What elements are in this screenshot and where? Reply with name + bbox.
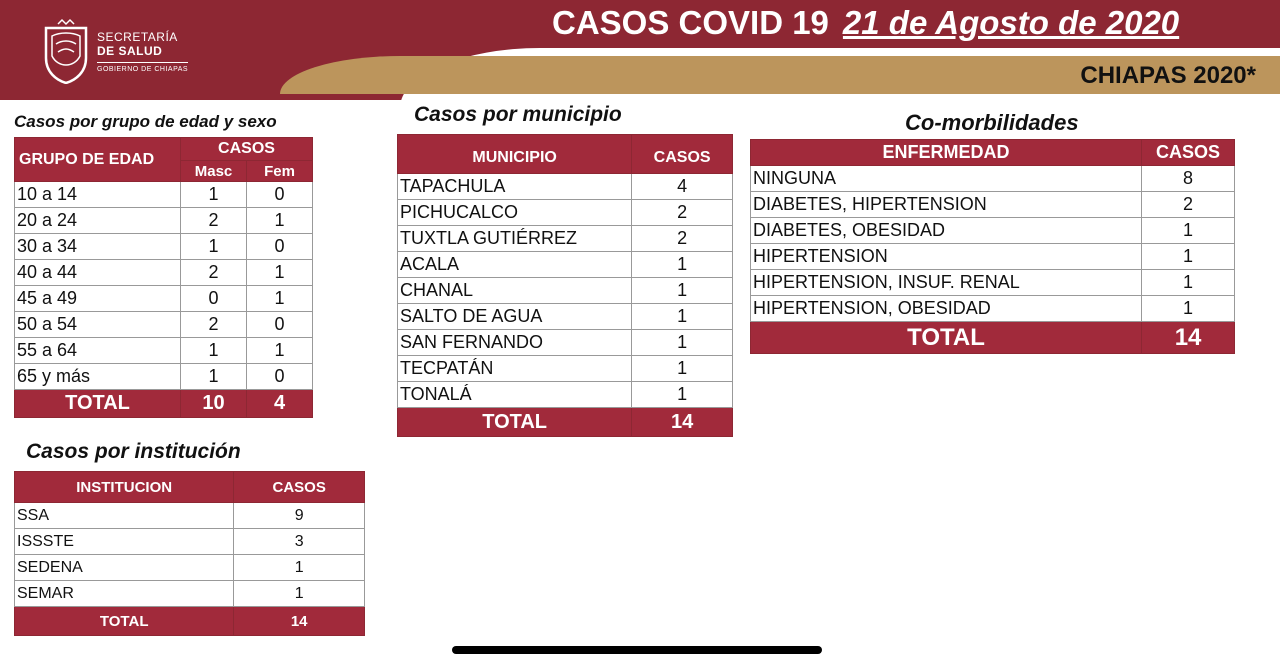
- cell-fem: 1: [247, 208, 313, 234]
- table-row: [398, 226, 733, 252]
- cell-nombre: TUXTLA GUTIÉRREZ: [398, 226, 632, 252]
- cell-casos: 2: [632, 226, 733, 252]
- cell-nombre: CHANAL: [398, 278, 632, 304]
- table-row: [15, 312, 313, 338]
- table-row: [751, 166, 1235, 192]
- table-row: [398, 174, 733, 200]
- cell-casos: 2: [632, 200, 733, 226]
- table-row: [15, 182, 313, 208]
- table-edad-body: [15, 182, 313, 390]
- cell-nombre: ACALA: [398, 252, 632, 278]
- table-institucion-body: [15, 503, 365, 607]
- cell-casos: 1: [632, 252, 733, 278]
- page-title: [552, 4, 1179, 42]
- cell-casos: 1: [632, 382, 733, 408]
- cell-nombre: HIPERTENSION: [751, 244, 1142, 270]
- cell-masc: 1: [181, 338, 247, 364]
- cell-nombre: HIPERTENSION, OBESIDAD: [751, 296, 1142, 322]
- cell-nombre: SALTO DE AGUA: [398, 304, 632, 330]
- cell-casos: 1: [632, 304, 733, 330]
- cell-masc: 1: [181, 234, 247, 260]
- cell-casos: 4: [632, 174, 733, 200]
- cell-fem: 1: [247, 260, 313, 286]
- section-title-edad: Casos por grupo de edad y sexo: [14, 112, 277, 131]
- col-header-casos: CASOS: [632, 135, 733, 174]
- cell-nombre: SAN FERNANDO: [398, 330, 632, 356]
- logo-line2: DE SALUD: [97, 44, 163, 58]
- total-value: 14: [1142, 322, 1235, 354]
- cell-casos: 1: [1142, 244, 1235, 270]
- cell-fem: 0: [247, 182, 313, 208]
- table-row: [15, 286, 313, 312]
- header-divider: [0, 100, 1280, 104]
- total-value: 14: [234, 607, 365, 636]
- home-indicator[interactable]: [452, 646, 822, 654]
- table-row: [15, 260, 313, 286]
- logo-line1: SECRETARÍA: [97, 30, 178, 44]
- table-municipio-body: [398, 174, 733, 408]
- table-institucion: [14, 471, 365, 636]
- total-label: TOTAL: [15, 607, 234, 636]
- cell-masc: 0: [181, 286, 247, 312]
- cell-nombre: SSA: [15, 503, 234, 529]
- cell-grupo: 50 a 54: [15, 312, 181, 338]
- cell-casos: 1: [632, 356, 733, 382]
- table-comorbilidades: [750, 139, 1235, 354]
- cell-nombre: TECPATÁN: [398, 356, 632, 382]
- col-header-casos: CASOS: [1142, 140, 1235, 166]
- table-municipio-total-row: [398, 408, 733, 437]
- logo-line3: GOBIERNO DE CHIAPAS: [97, 62, 188, 73]
- table-row: [398, 252, 733, 278]
- table-row: [398, 278, 733, 304]
- chiapas-seal-icon: [42, 18, 90, 84]
- table-edad-total-row: [15, 390, 313, 418]
- table-row: [751, 244, 1235, 270]
- table-row: [751, 218, 1235, 244]
- cell-masc: 2: [181, 208, 247, 234]
- total-masc: 10: [181, 390, 247, 418]
- cell-masc: 2: [181, 312, 247, 338]
- table-row: [15, 555, 365, 581]
- cell-nombre: ISSSTE: [15, 529, 234, 555]
- table-row: [398, 382, 733, 408]
- total-label: TOTAL: [751, 322, 1142, 354]
- cell-masc: 1: [181, 364, 247, 390]
- cell-casos: 9: [234, 503, 365, 529]
- title-date: 21 de Agosto de 2020: [842, 4, 1180, 41]
- cell-nombre: NINGUNA: [751, 166, 1142, 192]
- total-value: 14: [632, 408, 733, 437]
- cell-grupo: 45 a 49: [15, 286, 181, 312]
- cell-grupo: 10 a 14: [15, 182, 181, 208]
- cell-casos: 1: [632, 330, 733, 356]
- page-subtitle: CHIAPAS 2020*: [1080, 62, 1256, 89]
- table-row: [15, 529, 365, 555]
- table-row: [15, 581, 365, 607]
- cell-nombre: SEMAR: [15, 581, 234, 607]
- cell-fem: 0: [247, 364, 313, 390]
- section-title-municipio: Casos por municipio: [414, 103, 622, 126]
- section-title-comorbilidades: Co-morbilidades: [905, 110, 1079, 135]
- cell-casos: 3: [234, 529, 365, 555]
- cell-casos: 1: [234, 555, 365, 581]
- cell-grupo: 65 y más: [15, 364, 181, 390]
- cell-masc: 1: [181, 182, 247, 208]
- cell-casos: 2: [1142, 192, 1235, 218]
- cell-casos: 1: [1142, 218, 1235, 244]
- table-row: [398, 304, 733, 330]
- logo-text: [97, 30, 188, 73]
- cell-nombre: SEDENA: [15, 555, 234, 581]
- col-header-casos: CASOS: [181, 138, 313, 161]
- col-header-fem: Fem: [247, 161, 313, 182]
- table-row: [15, 338, 313, 364]
- col-header-enfermedad: ENFERMEDAD: [751, 140, 1142, 166]
- cell-casos: 1: [632, 278, 733, 304]
- col-header-institucion: INSTITUCION: [15, 472, 234, 503]
- cell-grupo: 55 a 64: [15, 338, 181, 364]
- table-row: [15, 234, 313, 260]
- col-header-grupo: GRUPO DE EDAD: [15, 138, 181, 182]
- cell-fem: 1: [247, 286, 313, 312]
- cell-nombre: DIABETES, OBESIDAD: [751, 218, 1142, 244]
- cell-nombre: TONALÁ: [398, 382, 632, 408]
- table-row: [15, 208, 313, 234]
- cell-masc: 2: [181, 260, 247, 286]
- table-row: [751, 270, 1235, 296]
- table-row: [398, 330, 733, 356]
- table-municipio: [397, 134, 733, 437]
- table-row: [751, 296, 1235, 322]
- cell-grupo: 40 a 44: [15, 260, 181, 286]
- col-header-casos: CASOS: [234, 472, 365, 503]
- col-header-municipio: MUNICIPIO: [398, 135, 632, 174]
- table-institucion-total-row: [15, 607, 365, 636]
- cell-nombre: TAPACHULA: [398, 174, 632, 200]
- cell-nombre: DIABETES, HIPERTENSION: [751, 192, 1142, 218]
- cell-casos: 1: [234, 581, 365, 607]
- table-row: [15, 503, 365, 529]
- table-row: [751, 192, 1235, 218]
- cell-fem: 1: [247, 338, 313, 364]
- cell-casos: 8: [1142, 166, 1235, 192]
- cell-casos: 1: [1142, 270, 1235, 296]
- title-text: CASOS COVID 19: [552, 4, 829, 41]
- cell-nombre: HIPERTENSION, INSUF. RENAL: [751, 270, 1142, 296]
- table-row: [15, 364, 313, 390]
- table-row: [398, 200, 733, 226]
- table-comorbilidades-body: [751, 166, 1235, 322]
- table-edad: [14, 137, 313, 418]
- cell-fem: 0: [247, 312, 313, 338]
- total-label: TOTAL: [398, 408, 632, 437]
- cell-nombre: PICHUCALCO: [398, 200, 632, 226]
- cell-fem: 0: [247, 234, 313, 260]
- section-title-institucion: Casos por institución: [26, 440, 241, 463]
- col-header-masc: Masc: [181, 161, 247, 182]
- cell-grupo: 20 a 24: [15, 208, 181, 234]
- cell-grupo: 30 a 34: [15, 234, 181, 260]
- table-comorbilidades-total-row: [751, 322, 1235, 354]
- total-fem: 4: [247, 390, 313, 418]
- cell-casos: 1: [1142, 296, 1235, 322]
- table-row: [398, 356, 733, 382]
- total-label: TOTAL: [15, 390, 181, 418]
